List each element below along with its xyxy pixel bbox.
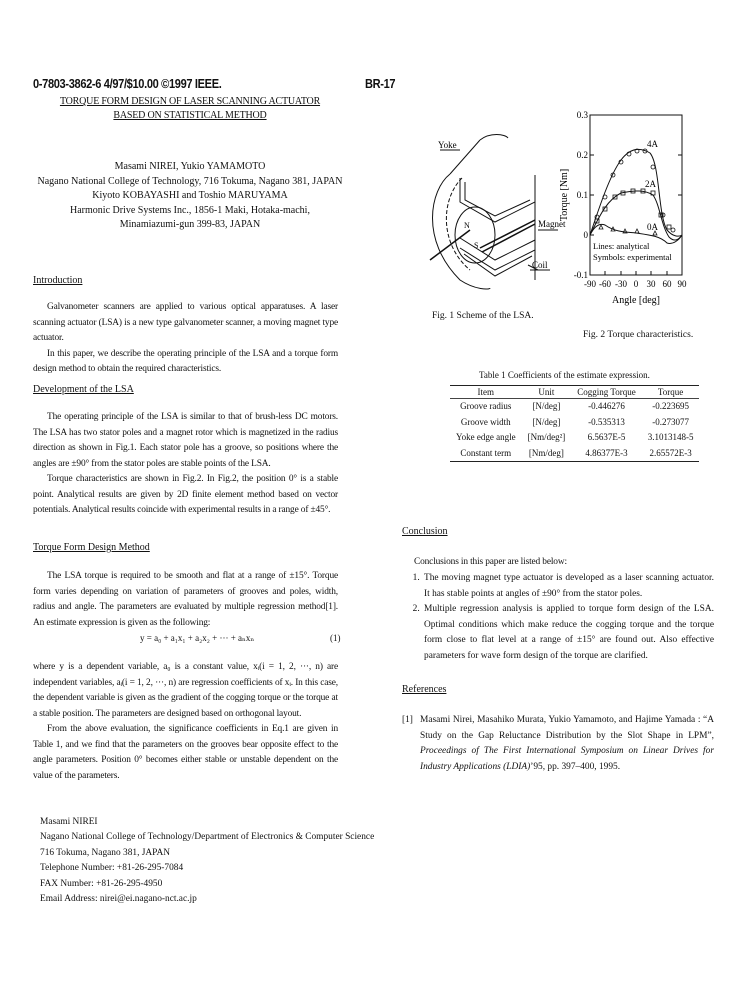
contact-email: Email Address: nirei@ei.nagano-nct.ac.jp bbox=[40, 894, 197, 905]
conclusion-item: 2. Multiple regression analysis is applied to torque form design of the LSA. Optimal conditions which make reduce the cogging torque and the torque form close to flat level at a range of ±15° are found out. Also effective parameters for wave form design of the torque are clarified. bbox=[422, 602, 714, 664]
title-line-1: TORQUE FORM DESIGN OF LASER SCANNING ACTUATOR bbox=[59, 96, 321, 107]
y-axis-label: Torque [Nm] bbox=[559, 168, 570, 222]
x-tick: 90 bbox=[677, 279, 687, 289]
x-tick: 30 bbox=[646, 279, 656, 289]
paragraph: From the above evaluation, the significance coefficients in Eq.1 are given in Table 1, and we find that the parameters on the grooves bear opposite effect to the angle parameters. Position 0° becomes either stable or unstable dependent on the value of the parameters. bbox=[33, 724, 338, 781]
equation-number: (1) bbox=[330, 633, 341, 643]
table-cell: 2.65572E-3 bbox=[642, 446, 700, 462]
contact-affiliation: Nagano National College of Technology/Department of Electronics & Computer Science bbox=[40, 832, 375, 843]
figure-2-chart bbox=[555, 105, 705, 315]
x-tick: 0 bbox=[633, 279, 639, 289]
coil-label: Coil bbox=[532, 260, 548, 270]
legend-symbols: Symbols: experimental bbox=[593, 252, 672, 262]
torque-form-body-2 bbox=[33, 660, 338, 784]
table-cell: -0.273077 bbox=[652, 416, 689, 427]
reference-item bbox=[402, 713, 714, 775]
table-cell: [Nm/deg²] bbox=[527, 432, 566, 442]
table-row bbox=[450, 430, 699, 446]
x-tick: -60 bbox=[599, 279, 611, 289]
paragraph: Torque characteristics are shown in Fig.2. In Fig.2, the position 0° is a stable point. Analytical results are given by 2D finite element method based on vector potentials. Analytical results coincide with experimental results in a range of ±45°. bbox=[33, 474, 338, 515]
torque-form-body bbox=[33, 569, 338, 631]
table-cell: 4.86377E-3 bbox=[571, 446, 641, 462]
figure-1-diagram bbox=[420, 130, 570, 300]
title-line-2: BASED ON STATISTICAL METHOD bbox=[113, 110, 267, 121]
table-header-row bbox=[450, 386, 699, 399]
conclusion-intro: Conclusions in this paper are listed below: bbox=[414, 557, 567, 567]
curve-label-2a: 2A bbox=[645, 179, 656, 189]
coefficients-table bbox=[450, 385, 699, 462]
table-cell: -0.446276 bbox=[588, 401, 625, 411]
equation: y = a₀ + a₁x₁ + a₂x₂ + ··· + aₙxₙ bbox=[140, 633, 255, 643]
reference-number: [1] bbox=[402, 715, 413, 725]
contact-telephone: Telephone Number: +81-26-295-7084 bbox=[40, 863, 184, 874]
author-affiliation-1: Nagano National College of Technology, 716 Tokuma, Nagano 381, JAPAN bbox=[37, 175, 343, 187]
table-cell: Groove width bbox=[460, 416, 511, 427]
author-names-2: Kiyoto KOBAYASHI and Toshio MARUYAMA bbox=[92, 190, 288, 201]
section-heading-introduction: Introduction bbox=[33, 275, 83, 286]
table-cell: Groove radius bbox=[460, 401, 512, 411]
table-cell: 3.1013148-5 bbox=[647, 432, 694, 442]
table-cell: -0.535313 bbox=[588, 416, 625, 427]
table-cell: Yoke edge angle bbox=[456, 432, 516, 442]
north-pole-label: N bbox=[464, 221, 470, 230]
author-block bbox=[0, 160, 380, 233]
reference-authors: Masami Nirei, Masahiko Murata, Yukio Yamamoto, and Hajime Yamada : “A Study on the Gap Reluctance Distribution by the Slot Shape in LPM”, bbox=[420, 715, 714, 741]
copyright-line: 0-7803-3862-6 4/97/$10.00 ©1997 IEEE. bbox=[33, 76, 222, 91]
contact-address: 716 Tokuma, Nagano 381, JAPAN bbox=[40, 847, 171, 858]
south-pole-label: S bbox=[474, 241, 479, 250]
table-cell: -0.223695 bbox=[652, 401, 689, 411]
section-heading-development: Development of the LSA bbox=[33, 384, 134, 395]
y-tick: 0.1 bbox=[576, 190, 588, 200]
contact-block bbox=[40, 815, 374, 907]
reference-venue: Proceedings of The First International Symposium on Linear Drives for Industry Applications (LDIA) bbox=[420, 746, 714, 772]
x-tick: -90 bbox=[584, 279, 596, 289]
section-heading-conclusion: Conclusion bbox=[402, 526, 448, 537]
author-affiliation-2: Harmonic Drive Systems Inc., 1856-1 Maki, Hotaka-machi, bbox=[70, 204, 310, 216]
x-axis-label: Angle [deg] bbox=[611, 295, 661, 306]
y-tick: 0.2 bbox=[576, 150, 588, 160]
table-row bbox=[450, 446, 699, 462]
column-header: Unit bbox=[522, 386, 572, 399]
table-cell: [Nm/deg] bbox=[522, 446, 572, 462]
table-cell: Constant term bbox=[450, 446, 522, 462]
paragraph: In this paper, we describe the operating principle of the LSA and a torque form design method to obtain the required characteristics. bbox=[33, 348, 338, 374]
y-tick: -0.1 bbox=[573, 270, 588, 280]
x-tick: -30 bbox=[615, 279, 627, 289]
figure-2-caption: Fig. 2 Torque characteristics. bbox=[583, 330, 694, 340]
table-row bbox=[450, 415, 699, 431]
conclusion-list bbox=[400, 571, 714, 664]
table-cell: 6.5637E-5 bbox=[587, 432, 626, 442]
magnet-label: Magnet bbox=[538, 219, 566, 229]
author-affiliation-2b: Minamiazumi-gun 399-83, JAPAN bbox=[119, 219, 261, 230]
y-tick: 0.3 bbox=[576, 110, 588, 120]
development-body bbox=[33, 410, 338, 519]
paragraph: where y is a dependent variable, a₀ is a constant value, xᵢ(i = 1, 2, ···, n) are independent variables, aᵢ(i = 1, 2, ···, n) are regression coefficients of xᵢ. In this case, the dependent variable is given as the gradient of the cogging torque or the torque at a stable position. The parameters are designed based on orthogonal layout. bbox=[33, 662, 338, 719]
y-tick: 0 bbox=[583, 230, 588, 240]
table-row bbox=[450, 399, 699, 415]
figure-1-caption: Fig. 1 Scheme of the LSA. bbox=[432, 311, 534, 321]
conclusion-item: 1. The moving magnet type actuator is developed as a laser scanning actuator. It has stable points at angles of ±90° from the stator poles. bbox=[422, 571, 714, 602]
x-tick: 60 bbox=[662, 279, 672, 289]
introduction-body bbox=[33, 300, 338, 378]
table-cell: [N/deg] bbox=[532, 401, 561, 411]
curve-label-0a: 0A bbox=[647, 222, 658, 232]
contact-fax: FAX Number: +81-26-295-4950 bbox=[40, 878, 163, 889]
section-heading-references: References bbox=[402, 684, 447, 695]
paper-code: BR-17 bbox=[365, 76, 396, 91]
reference-pages: ’95, pp. 397–400, 1995. bbox=[530, 761, 621, 772]
curve-label-4a: 4A bbox=[647, 139, 658, 149]
contact-name: Masami NIREI bbox=[40, 817, 98, 827]
legend-lines: Lines: analytical bbox=[593, 241, 650, 251]
table-cell: [N/deg] bbox=[532, 416, 561, 427]
paragraph: Galvanometer scanners are applied to various optical apparatuses. A laser scanning actuator (LSA) is a new type galvanometer scanner, a moving magnet type actuator. bbox=[33, 302, 338, 343]
paragraph: The LSA torque is required to be smooth and flat at a range of ±15°. Torque form varies depending on variation of parameters of grooves and poles, width, radius and angle. The parameters are evaluated by multiple regression method[1]. An estimate expression is given as the following: bbox=[33, 571, 338, 628]
column-header: Torque bbox=[642, 386, 700, 399]
paper-title bbox=[0, 95, 380, 123]
paragraph: The operating principle of the LSA is similar to that of brush-less DC motors. The LSA has two stator poles and a magnet rotor which is magnetized in the radius direction as shown in Fig.1. Each stator pole has a groove, so positions where the angles are ±90° from the stator poles are stable points of the LSA. bbox=[33, 412, 338, 469]
column-header: Cogging Torque bbox=[571, 386, 641, 399]
table-1-caption: Table 1 Coefficients of the estimate expression. bbox=[479, 370, 650, 380]
author-names-1: Masami NIREI, Yukio YAMAMOTO bbox=[114, 161, 266, 172]
yoke-label: Yoke bbox=[438, 140, 457, 150]
section-heading-torque-form: Torque Form Design Method bbox=[33, 542, 150, 553]
column-header: Item bbox=[450, 386, 522, 399]
